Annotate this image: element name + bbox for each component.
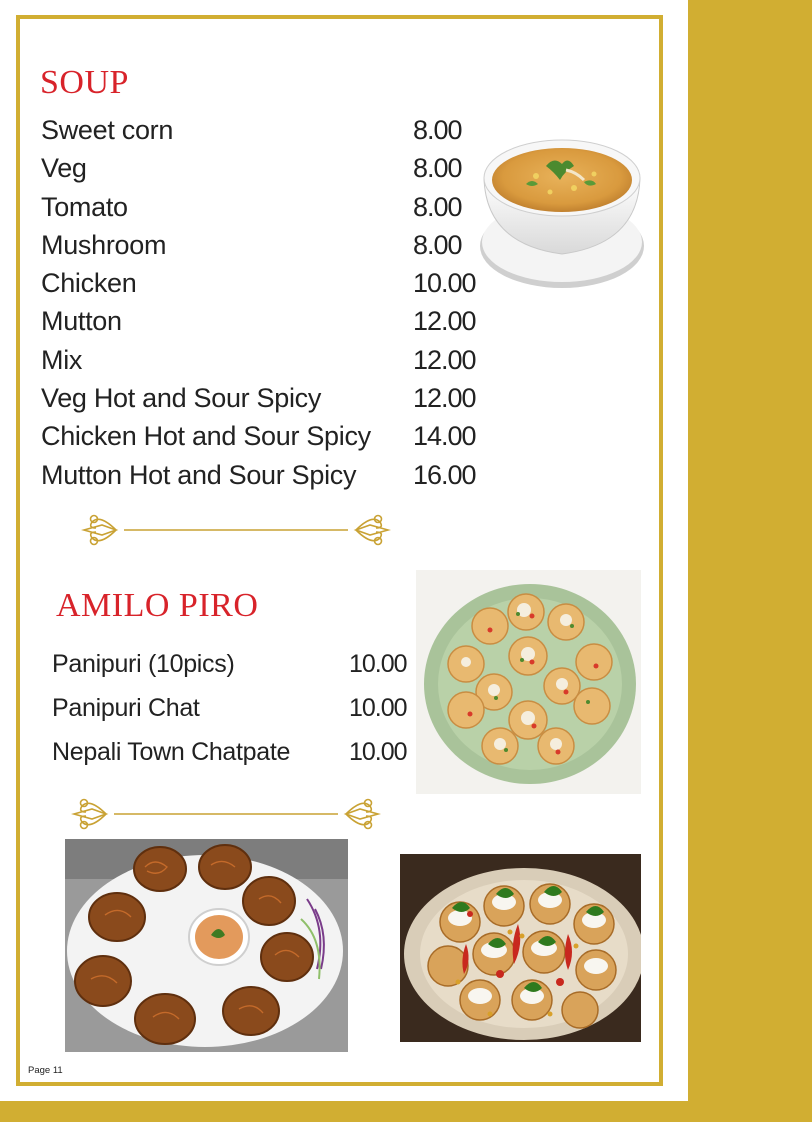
soup-section-title: SOUP	[40, 64, 129, 101]
item-name: Sweet corn	[41, 115, 174, 145]
item-name: Panipuri Chat	[52, 694, 200, 722]
item-price: 8.00	[413, 115, 462, 145]
item-price: 10.00	[349, 694, 407, 722]
item-price: 14.00	[413, 421, 476, 452]
item-price: 16.00	[413, 459, 476, 490]
page-number: Page 11	[28, 1065, 63, 1076]
item-price: 12.00	[413, 306, 476, 337]
ornamental-divider	[70, 794, 382, 834]
item-price: 10.00	[349, 738, 407, 766]
item-name: Tomato	[41, 191, 128, 222]
item-name: Mutton	[41, 306, 122, 337]
item-name: Veg Hot and Sour Spicy	[41, 383, 322, 414]
item-name: Veg	[41, 153, 87, 184]
item-name: Mutton Hot and Sour Spicy	[41, 459, 357, 490]
onion-pakoda-photo	[65, 839, 348, 1052]
gold-bottom-band	[0, 1101, 812, 1122]
item-name: Mushroom	[41, 229, 167, 260]
item-price: 8.00	[413, 229, 462, 260]
item-name: Panipuri (10pics)	[52, 650, 235, 678]
item-price: 10.00	[349, 650, 407, 678]
page-bottom-margin	[0, 1084, 688, 1101]
item-price: 8.00	[413, 191, 462, 222]
item-price: 12.00	[413, 383, 476, 414]
item-price: 12.00	[413, 344, 476, 375]
amilo-piro-section-title: AMILO PIRO	[56, 587, 259, 624]
gold-side-band	[688, 0, 812, 1122]
soup-bowl-photo	[476, 126, 648, 298]
item-name: Chicken Hot and Sour Spicy	[41, 421, 371, 452]
item-price: 10.00	[413, 268, 476, 299]
item-price: 8.00	[413, 153, 462, 184]
item-name: Nepali Town Chatpate	[52, 738, 291, 766]
panipuri-chat-photo	[400, 854, 641, 1042]
item-name: Mix	[41, 344, 83, 375]
item-name: Chicken	[41, 268, 137, 299]
panipuri-plate-photo	[416, 570, 641, 794]
ornamental-divider	[80, 510, 392, 550]
